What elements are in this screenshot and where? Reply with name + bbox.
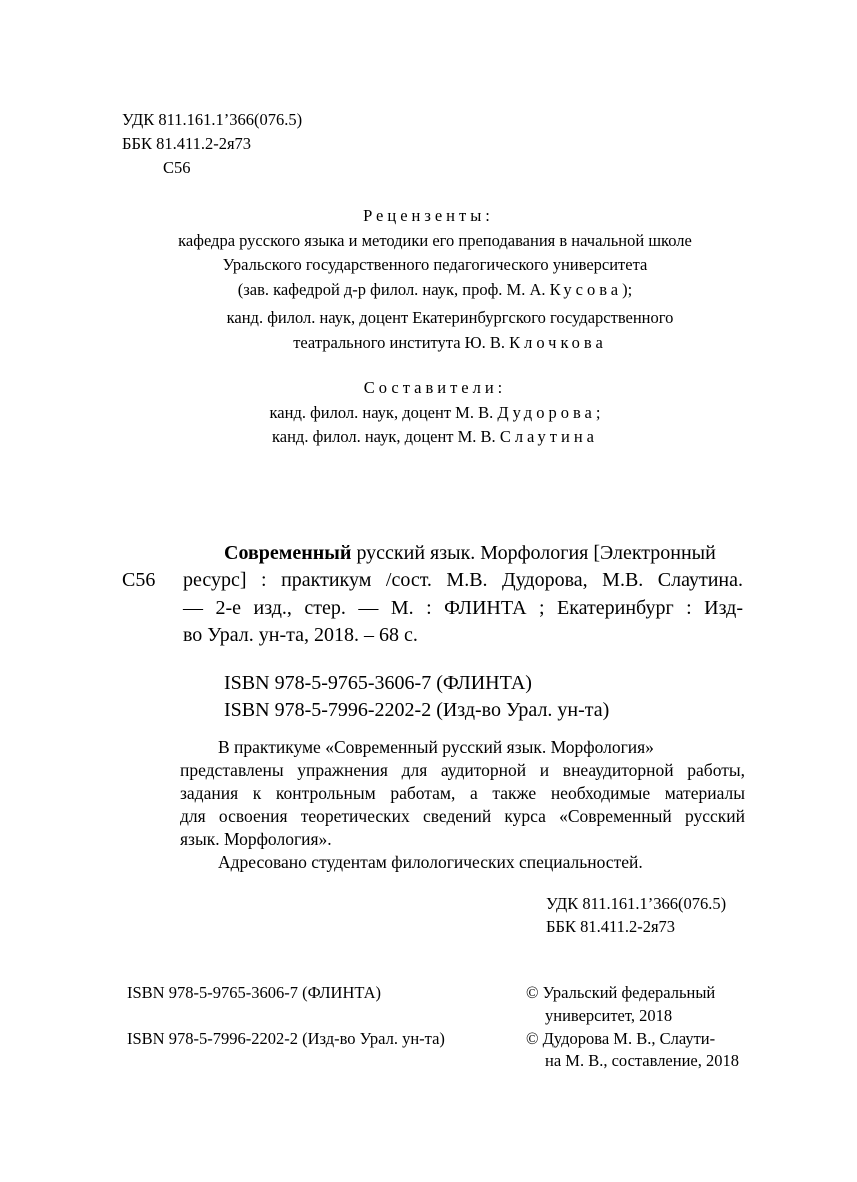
compilers-line-1: канд. филол. наук, доцент М. В. Дудорова; (269, 403, 601, 422)
bibliography-line-2: ресурс] : практикум /сост. М.В. Дудорова, М.В. Слаутина. (183, 569, 743, 591)
reviewers-heading: Рецензенты: (363, 206, 494, 225)
reviewers-line-3: (зав. кафедрой д-р филол. наук, проф. М. А. Кусова); (237, 280, 633, 299)
copyright-isbn-2: ISBN 978-5-7996-2202-2 (Изд-во Урал. ун-та) (127, 1029, 445, 1048)
bibliography-mark: С56 (122, 569, 156, 591)
bibliography-isbn-2: ISBN 978-5-7996-2202-2 (Изд-во Урал. ун-та) (224, 699, 610, 721)
compilers-heading: Составители: (363, 378, 507, 397)
bibliography-isbn-1: ISBN 978-5-9765-3606-7 (ФЛИНТА) (224, 672, 532, 694)
copyright-isbn-1: ISBN 978-5-9765-3606-7 (ФЛИНТА) (127, 983, 382, 1002)
annotation-line-2: представлены упражнения для аудиторной и внеаудиторной работы, (180, 760, 745, 780)
bbk-code-bottom: ББК 81.411.2-2я73 (546, 917, 676, 936)
udk-code-bottom: УДК 811.161.1’366(076.5) (546, 894, 727, 913)
annotation-line-4: для освоения теоретических сведений курса «Современный русский (180, 806, 745, 826)
copyright-1-line-1: © Уральский федеральный (526, 983, 716, 1002)
annotation-line-3: задания к контрольным работам, а также необходимые материалы (180, 783, 745, 803)
reviewers-line-2: Уральского государственного педагогического университета (222, 255, 648, 274)
bbk-code-top: ББК 81.411.2-2я73 (122, 134, 252, 153)
reviewers-line-1: кафедра русского языка и методики его преподавания в начальной школе (178, 231, 692, 250)
bibliography-line-4: во Урал. ун-та, 2018. – 68 с. (183, 624, 418, 646)
annotation-line-6: Адресовано студентам филологических специальностей. (218, 852, 643, 872)
reviewers-line-4: канд. филол. наук, доцент Екатеринбургского государственного (226, 308, 674, 327)
copyright-2-line-2: на М. В., составление, 2018 (545, 1051, 739, 1070)
bibliography-line-1: Современный русский язык. Морфология [Электронный (224, 542, 716, 564)
udk-code-top: УДК 811.161.1’366(076.5) (122, 110, 303, 129)
copyright-1-line-2: университет, 2018 (545, 1006, 673, 1025)
copyright-2-line-1: © Дудорова М. В., Слаути- (526, 1029, 716, 1048)
reviewers-line-5: театрального института Ю. В. Клочкова (293, 333, 607, 352)
author-mark-top: С56 (163, 158, 191, 177)
annotation-line-5: язык. Морфология». (180, 829, 332, 849)
annotation-line-1: В практикуме «Современный русский язык. Морфология» (218, 737, 654, 757)
compilers-line-2: канд. филол. наук, доцент М. В. Слаутина (272, 427, 598, 446)
bibliography-line-3: — 2-е изд., стер. — М. : ФЛИНТА ; Екатеринбург : Изд- (183, 597, 743, 619)
